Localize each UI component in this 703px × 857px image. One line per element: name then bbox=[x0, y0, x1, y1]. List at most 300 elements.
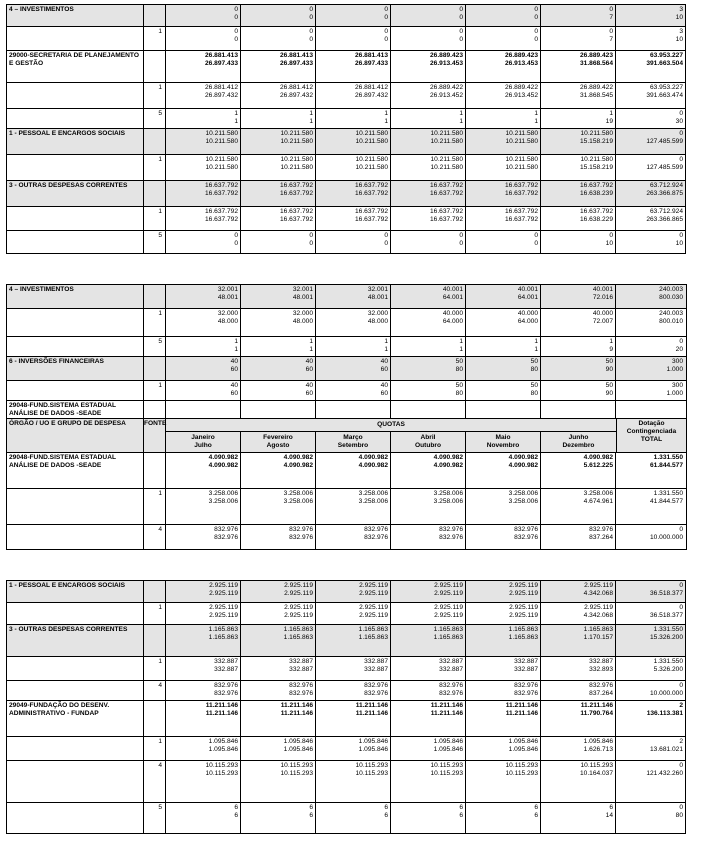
quota-cell bbox=[166, 285, 241, 308]
row-label: 6 - INVERSÕES FINANCEIRAS bbox=[7, 357, 144, 380]
quota-cell bbox=[541, 129, 616, 154]
quota-cell bbox=[166, 581, 241, 602]
quota-first-half: 2.925.119 bbox=[509, 582, 538, 589]
row-fonte: 1 bbox=[144, 657, 166, 680]
quota-first-half: 0 bbox=[609, 28, 613, 35]
quota-second-half: 26.897.433 bbox=[279, 60, 313, 67]
quota-first-half: 332.887 bbox=[289, 658, 313, 665]
quota-first-half: 32.001 bbox=[292, 286, 313, 293]
table-row bbox=[7, 155, 685, 181]
quota-cell bbox=[166, 453, 241, 488]
total-cell bbox=[616, 701, 685, 736]
quota-first-half: 4.090.982 bbox=[433, 454, 463, 461]
quota-first-half: 0 bbox=[384, 6, 388, 13]
total-value: 36.518.377 bbox=[649, 590, 683, 597]
quota-second-half: 1.165.863 bbox=[358, 634, 388, 641]
total-cell bbox=[616, 381, 685, 400]
quota-second-half: 6 bbox=[534, 812, 538, 819]
quota-cell bbox=[541, 155, 616, 180]
row-fonte bbox=[144, 701, 166, 736]
quota-first-half: 832.976 bbox=[514, 682, 538, 689]
quota-second-half: 0 bbox=[234, 14, 238, 21]
quota-second-half: 6 bbox=[234, 812, 238, 819]
quota-cell bbox=[541, 737, 616, 760]
table-row bbox=[7, 51, 685, 83]
quota-first-half: 16.637.792 bbox=[204, 182, 238, 189]
total-value: 30 bbox=[675, 118, 683, 125]
quota-second-half: 1.095.846 bbox=[433, 746, 463, 753]
header-fonte: FONTE bbox=[144, 419, 166, 452]
quota-second-half: 16.637.792 bbox=[429, 190, 463, 197]
quota-first-half: 11.211.146 bbox=[355, 702, 388, 709]
quota-first-half: 10.115.293 bbox=[580, 762, 613, 769]
quota-second-half: 60 bbox=[380, 366, 388, 373]
quota-second-half: 1 bbox=[309, 346, 313, 353]
quota-second-half: 1.165.863 bbox=[208, 634, 238, 641]
quota-first-half: 6 bbox=[234, 804, 238, 811]
quota-second-half: 26.913.453 bbox=[429, 60, 463, 67]
quota-cell bbox=[241, 155, 316, 180]
quota-second-half: 26.897.433 bbox=[354, 60, 388, 67]
quota-first-half: 832.976 bbox=[214, 526, 238, 533]
quota-second-half: 11.211.146 bbox=[205, 710, 238, 717]
quota-cell bbox=[541, 581, 616, 602]
table-row bbox=[7, 625, 685, 657]
quota-cell bbox=[166, 737, 241, 760]
quota-cell bbox=[241, 207, 316, 230]
quota-cell bbox=[166, 625, 241, 656]
quota-second-half: 16.637.792 bbox=[429, 216, 463, 223]
quota-second-half: 1.095.846 bbox=[283, 746, 313, 753]
quota-second-half: 11.211.146 bbox=[505, 710, 538, 717]
quota-cell bbox=[541, 309, 616, 336]
quota-cell bbox=[241, 489, 316, 524]
quota-second-half: 10.211.580 bbox=[280, 164, 313, 171]
row-fonte: 1 bbox=[144, 83, 166, 108]
quota-first-half: 10.211.580 bbox=[505, 156, 538, 163]
quota-second-half: 48.000 bbox=[292, 318, 313, 325]
table-row bbox=[7, 489, 686, 525]
quota-cell bbox=[466, 803, 541, 833]
quota-first-half: 26.881.413 bbox=[279, 52, 313, 59]
quota-first-half: 332.887 bbox=[589, 658, 613, 665]
table-row bbox=[7, 581, 685, 603]
month-first: Fevereiro bbox=[263, 434, 293, 441]
quota-first-half: 26.881.412 bbox=[204, 84, 238, 91]
quota-first-half: 332.887 bbox=[439, 658, 463, 665]
quota-first-half: 10.211.580 bbox=[355, 156, 388, 163]
quota-first-half: 50 bbox=[605, 358, 613, 365]
quota-cell bbox=[241, 625, 316, 656]
quota-first-half: 2.925.119 bbox=[284, 582, 313, 589]
quota-cell bbox=[466, 381, 541, 400]
quota-cell bbox=[316, 761, 391, 802]
table-row bbox=[7, 737, 685, 761]
quota-first-half: 0 bbox=[459, 6, 463, 13]
total-value: 61.844.577 bbox=[649, 462, 683, 469]
quota-second-half: 10.115.293 bbox=[430, 770, 463, 777]
quota-cell bbox=[241, 681, 316, 700]
row-label: 4 – INVESTIMENTOS bbox=[7, 285, 144, 308]
total-cell bbox=[616, 129, 685, 154]
quota-cell bbox=[241, 27, 316, 50]
quota-first-half: 26.881.412 bbox=[279, 84, 313, 91]
quota-second-half: 90 bbox=[605, 366, 613, 373]
quota-second-half: 0 bbox=[459, 14, 463, 21]
quota-second-half: 332.887 bbox=[439, 666, 463, 673]
quota-first-half: 40 bbox=[380, 358, 388, 365]
quota-first-half: 1 bbox=[459, 110, 463, 117]
quota-first-half: 332.887 bbox=[214, 658, 238, 665]
quota-cell bbox=[316, 5, 391, 26]
quota-cell bbox=[241, 381, 316, 400]
quota-second-half: 4.090.982 bbox=[208, 462, 238, 469]
total-value: 80 bbox=[675, 812, 683, 819]
quota-cell bbox=[466, 681, 541, 700]
quota-second-half: 48.001 bbox=[292, 294, 313, 301]
header-month bbox=[466, 432, 541, 452]
quota-second-half: 80 bbox=[455, 366, 463, 373]
quota-first-half: 10.115.293 bbox=[430, 762, 463, 769]
total-cell bbox=[616, 625, 685, 656]
quota-first-half: 40 bbox=[230, 358, 238, 365]
dotacao-contingenciada: 0 bbox=[679, 582, 683, 589]
quota-second-half: 48.001 bbox=[217, 294, 238, 301]
quota-first-half: 832.976 bbox=[364, 682, 388, 689]
total-value: 10 bbox=[675, 14, 683, 21]
quota-first-half: 10.211.580 bbox=[430, 156, 463, 163]
quota-first-half: 1 bbox=[459, 338, 463, 345]
quota-first-half: 1.095.846 bbox=[433, 738, 463, 745]
dotacao-contingenciada: 0 bbox=[679, 232, 683, 239]
row-label bbox=[7, 657, 144, 680]
quota-second-half: 48.000 bbox=[367, 318, 388, 325]
header-month bbox=[316, 432, 391, 452]
month-first: Março bbox=[343, 434, 363, 441]
quota-first-half: 16.637.792 bbox=[504, 208, 538, 215]
quota-second-half: 10.211.580 bbox=[205, 138, 238, 145]
quota-second-half: 48.000 bbox=[217, 318, 238, 325]
table-header bbox=[7, 419, 686, 453]
quota-second-half: 332.893 bbox=[589, 666, 613, 673]
quota-first-half: 1.165.863 bbox=[283, 626, 313, 633]
quota-first-half: 2.925.119 bbox=[434, 604, 463, 611]
row-fonte: 1 bbox=[144, 381, 166, 400]
table-row bbox=[7, 657, 685, 681]
quota-cell bbox=[316, 231, 391, 253]
quota-first-half: 10.211.580 bbox=[205, 130, 238, 137]
total-cell bbox=[616, 155, 685, 180]
quota-cell bbox=[391, 83, 466, 108]
quota-cell bbox=[166, 51, 241, 82]
quota-first-half: 26.889.423 bbox=[504, 52, 538, 59]
row-fonte: 1 bbox=[144, 489, 166, 524]
quota-cell bbox=[241, 109, 316, 128]
quota-second-half: 832.976 bbox=[289, 690, 313, 697]
dotacao-contingenciada: 63.712.924 bbox=[649, 208, 683, 215]
quota-second-half: 3.258.006 bbox=[358, 498, 388, 505]
quota-cell bbox=[316, 525, 391, 549]
quota-first-half: 10.211.580 bbox=[580, 130, 613, 137]
quota-cell bbox=[241, 231, 316, 253]
quota-first-half: 16.637.792 bbox=[504, 182, 538, 189]
quota-second-half: 90 bbox=[605, 390, 613, 397]
quota-cell bbox=[316, 381, 391, 400]
quota-second-half: 4.342.068 bbox=[583, 612, 613, 619]
quota-second-half: 0 bbox=[309, 14, 313, 21]
quota-first-half: 2.925.119 bbox=[434, 582, 463, 589]
quota-cell bbox=[316, 803, 391, 833]
quota-cell bbox=[541, 657, 616, 680]
dotacao-contingenciada: 1.331.550 bbox=[653, 490, 683, 497]
quota-first-half: 10.211.580 bbox=[205, 156, 238, 163]
row-label bbox=[7, 309, 144, 336]
quota-cell bbox=[466, 285, 541, 308]
quota-first-half: 4.090.982 bbox=[283, 454, 313, 461]
quota-second-half: 16.637.792 bbox=[279, 216, 313, 223]
quota-second-half: 16.637.792 bbox=[204, 190, 238, 197]
dotacao-contingenciada: 0 bbox=[679, 762, 683, 769]
quota-cell bbox=[316, 129, 391, 154]
row-label bbox=[7, 337, 144, 356]
quota-second-half: 10.211.580 bbox=[355, 138, 388, 145]
quota-cell bbox=[541, 381, 616, 400]
dotacao-contingenciada: 3 bbox=[679, 28, 683, 35]
table-row bbox=[7, 83, 685, 109]
row-fonte: 5 bbox=[144, 231, 166, 253]
quota-cell bbox=[166, 681, 241, 700]
quota-second-half: 1.626.713 bbox=[583, 746, 613, 753]
row-fonte: 5 bbox=[144, 109, 166, 128]
quota-cell bbox=[541, 401, 616, 418]
quota-second-half: 0 bbox=[384, 36, 388, 43]
month-second: Dezembro bbox=[562, 442, 595, 449]
quota-cell bbox=[391, 357, 466, 380]
quota-second-half: 2.925.119 bbox=[359, 590, 388, 597]
quota-first-half: 32.001 bbox=[367, 286, 388, 293]
quota-first-half: 10.211.580 bbox=[280, 130, 313, 137]
quota-cell bbox=[466, 453, 541, 488]
quota-first-half: 3.258.006 bbox=[508, 490, 538, 497]
quota-first-half: 10.115.293 bbox=[505, 762, 538, 769]
quota-second-half: 11.211.146 bbox=[280, 710, 313, 717]
dotacao-contingenciada: 63.953.227 bbox=[649, 84, 683, 91]
quota-second-half: 2.925.119 bbox=[284, 590, 313, 597]
total-cell bbox=[616, 803, 685, 833]
row-fonte bbox=[144, 51, 166, 82]
quota-first-half: 1 bbox=[309, 338, 313, 345]
quota-first-half: 16.637.792 bbox=[204, 208, 238, 215]
table-row bbox=[7, 525, 686, 549]
month-first: Maio bbox=[495, 434, 511, 441]
quota-first-half: 40.001 bbox=[517, 286, 538, 293]
quota-first-half: 6 bbox=[609, 804, 613, 811]
row-label: 29049-FUNDAÇÃO DO DESENV. ADMINISTRATIVO - FUNDAP bbox=[7, 701, 144, 736]
header-total-line: Contingenciada bbox=[626, 428, 677, 435]
quota-second-half: 64.000 bbox=[442, 318, 463, 325]
row-fonte: 1 bbox=[144, 207, 166, 230]
quota-first-half: 50 bbox=[455, 358, 463, 365]
quota-cell bbox=[466, 581, 541, 602]
quota-cell bbox=[391, 109, 466, 128]
dotacao-contingenciada: 0 bbox=[679, 526, 683, 533]
quota-first-half: 332.887 bbox=[514, 658, 538, 665]
quota-cell bbox=[541, 285, 616, 308]
quota-second-half: 1 bbox=[384, 118, 388, 125]
quota-second-half: 10.115.293 bbox=[505, 770, 538, 777]
quota-first-half: 832.976 bbox=[439, 682, 463, 689]
row-label bbox=[7, 231, 144, 253]
total-cell bbox=[616, 401, 685, 418]
row-label bbox=[7, 207, 144, 230]
quota-first-half: 3.258.006 bbox=[433, 490, 463, 497]
quota-second-half: 10.115.293 bbox=[205, 770, 238, 777]
quota-first-half: 2.925.119 bbox=[584, 582, 613, 589]
quota-first-half: 1.165.863 bbox=[508, 626, 538, 633]
quota-cell bbox=[316, 83, 391, 108]
table-row bbox=[7, 803, 685, 833]
quota-second-half: 4.090.982 bbox=[433, 462, 463, 469]
quota-second-half: 1 bbox=[309, 118, 313, 125]
quota-first-half: 0 bbox=[309, 6, 313, 13]
quota-cell bbox=[241, 657, 316, 680]
quota-first-half: 32.000 bbox=[217, 310, 238, 317]
quota-cell bbox=[466, 737, 541, 760]
quota-second-half: 1 bbox=[234, 118, 238, 125]
quota-cell bbox=[316, 625, 391, 656]
quota-first-half: 4.090.982 bbox=[208, 454, 238, 461]
quota-cell bbox=[541, 701, 616, 736]
total-cell bbox=[616, 83, 685, 108]
row-label: 1 - PESSOAL E ENCARGOS SOCIAIS bbox=[7, 581, 144, 602]
quota-second-half: 4.090.982 bbox=[508, 462, 538, 469]
quota-cell bbox=[316, 27, 391, 50]
quota-second-half: 10.115.293 bbox=[280, 770, 313, 777]
quota-second-half: 2.925.119 bbox=[434, 590, 463, 597]
month-second: Agosto bbox=[266, 442, 290, 449]
quota-cell bbox=[541, 5, 616, 26]
row-label bbox=[7, 681, 144, 700]
quota-first-half: 0 bbox=[534, 28, 538, 35]
total-cell bbox=[616, 525, 685, 549]
row-fonte: 4 bbox=[144, 681, 166, 700]
quota-second-half: 60 bbox=[230, 366, 238, 373]
quota-cell bbox=[316, 285, 391, 308]
quota-second-half: 64.000 bbox=[517, 318, 538, 325]
quota-first-half: 1 bbox=[534, 338, 538, 345]
quota-first-half: 2.925.119 bbox=[209, 582, 238, 589]
table-row bbox=[7, 129, 685, 155]
total-cell bbox=[616, 681, 685, 700]
quota-cell bbox=[166, 337, 241, 356]
quota-cell bbox=[466, 701, 541, 736]
quota-second-half: 1.095.846 bbox=[208, 746, 238, 753]
quota-cell bbox=[541, 51, 616, 82]
dotacao-contingenciada: 63.712.924 bbox=[649, 182, 683, 189]
quota-cell bbox=[466, 27, 541, 50]
quota-second-half: 332.887 bbox=[364, 666, 388, 673]
row-label bbox=[7, 803, 144, 833]
quota-cell bbox=[241, 701, 316, 736]
quota-second-half: 1 bbox=[234, 346, 238, 353]
total-cell bbox=[616, 181, 685, 206]
row-fonte bbox=[144, 401, 166, 418]
quota-second-half: 11.211.146 bbox=[355, 710, 388, 717]
quota-first-half: 2.925.119 bbox=[359, 582, 388, 589]
total-value: 5.326.200 bbox=[653, 666, 683, 673]
quota-cell bbox=[241, 129, 316, 154]
quota-cell bbox=[466, 401, 541, 418]
row-label: 4 – INVESTIMENTOS bbox=[7, 5, 144, 26]
quota-second-half: 26.913.452 bbox=[504, 92, 538, 99]
quota-cell bbox=[391, 803, 466, 833]
quota-cell bbox=[316, 737, 391, 760]
row-label bbox=[7, 737, 144, 760]
quota-first-half: 1 bbox=[609, 110, 613, 117]
quota-cell bbox=[391, 581, 466, 602]
quota-cell bbox=[391, 285, 466, 308]
quota-cell bbox=[166, 803, 241, 833]
quota-first-half: 10.115.293 bbox=[280, 762, 313, 769]
quota-second-half: 26.913.452 bbox=[429, 92, 463, 99]
quota-second-half: 16.637.792 bbox=[354, 190, 388, 197]
quota-second-half: 60 bbox=[305, 390, 313, 397]
quota-second-half: 3.258.006 bbox=[433, 498, 463, 505]
quota-first-half: 2.925.119 bbox=[509, 604, 538, 611]
quota-first-half: 40.001 bbox=[592, 286, 613, 293]
table-row bbox=[7, 681, 685, 701]
quota-first-half: 1 bbox=[234, 338, 238, 345]
quota-second-half: 6 bbox=[384, 812, 388, 819]
quota-first-half: 0 bbox=[309, 28, 313, 35]
quota-cell bbox=[466, 5, 541, 26]
quota-second-half: 832.976 bbox=[289, 534, 313, 541]
total-cell bbox=[616, 309, 685, 336]
row-label bbox=[7, 761, 144, 802]
table-row bbox=[7, 337, 686, 357]
quota-cell bbox=[316, 489, 391, 524]
quota-cell bbox=[541, 27, 616, 50]
row-label bbox=[7, 155, 144, 180]
quota-cell bbox=[166, 129, 241, 154]
quota-second-half: 80 bbox=[530, 390, 538, 397]
quota-first-half: 40.000 bbox=[442, 310, 463, 317]
quota-second-half: 0 bbox=[534, 14, 538, 21]
month-second: Outubro bbox=[414, 442, 441, 449]
quota-second-half: 15.158.219 bbox=[579, 138, 613, 145]
total-value: 1.000 bbox=[666, 390, 683, 397]
quota-second-half: 26.897.433 bbox=[204, 60, 238, 67]
quota-second-half: 14 bbox=[605, 812, 613, 819]
quota-cell bbox=[466, 51, 541, 82]
quota-first-half: 1.165.863 bbox=[583, 626, 613, 633]
quota-first-half: 40.001 bbox=[442, 286, 463, 293]
quota-cell bbox=[391, 129, 466, 154]
total-cell bbox=[616, 109, 685, 128]
total-cell bbox=[616, 657, 685, 680]
row-label bbox=[7, 489, 144, 524]
quota-cell bbox=[241, 83, 316, 108]
quota-first-half: 0 bbox=[384, 28, 388, 35]
quota-first-half: 11.211.146 bbox=[205, 702, 238, 709]
row-fonte bbox=[144, 5, 166, 26]
quota-cell bbox=[391, 401, 466, 418]
table-row bbox=[7, 701, 685, 737]
total-cell bbox=[616, 489, 685, 524]
quota-second-half: 1 bbox=[459, 346, 463, 353]
quota-first-half: 40 bbox=[305, 358, 313, 365]
quota-second-half: 60 bbox=[380, 390, 388, 397]
